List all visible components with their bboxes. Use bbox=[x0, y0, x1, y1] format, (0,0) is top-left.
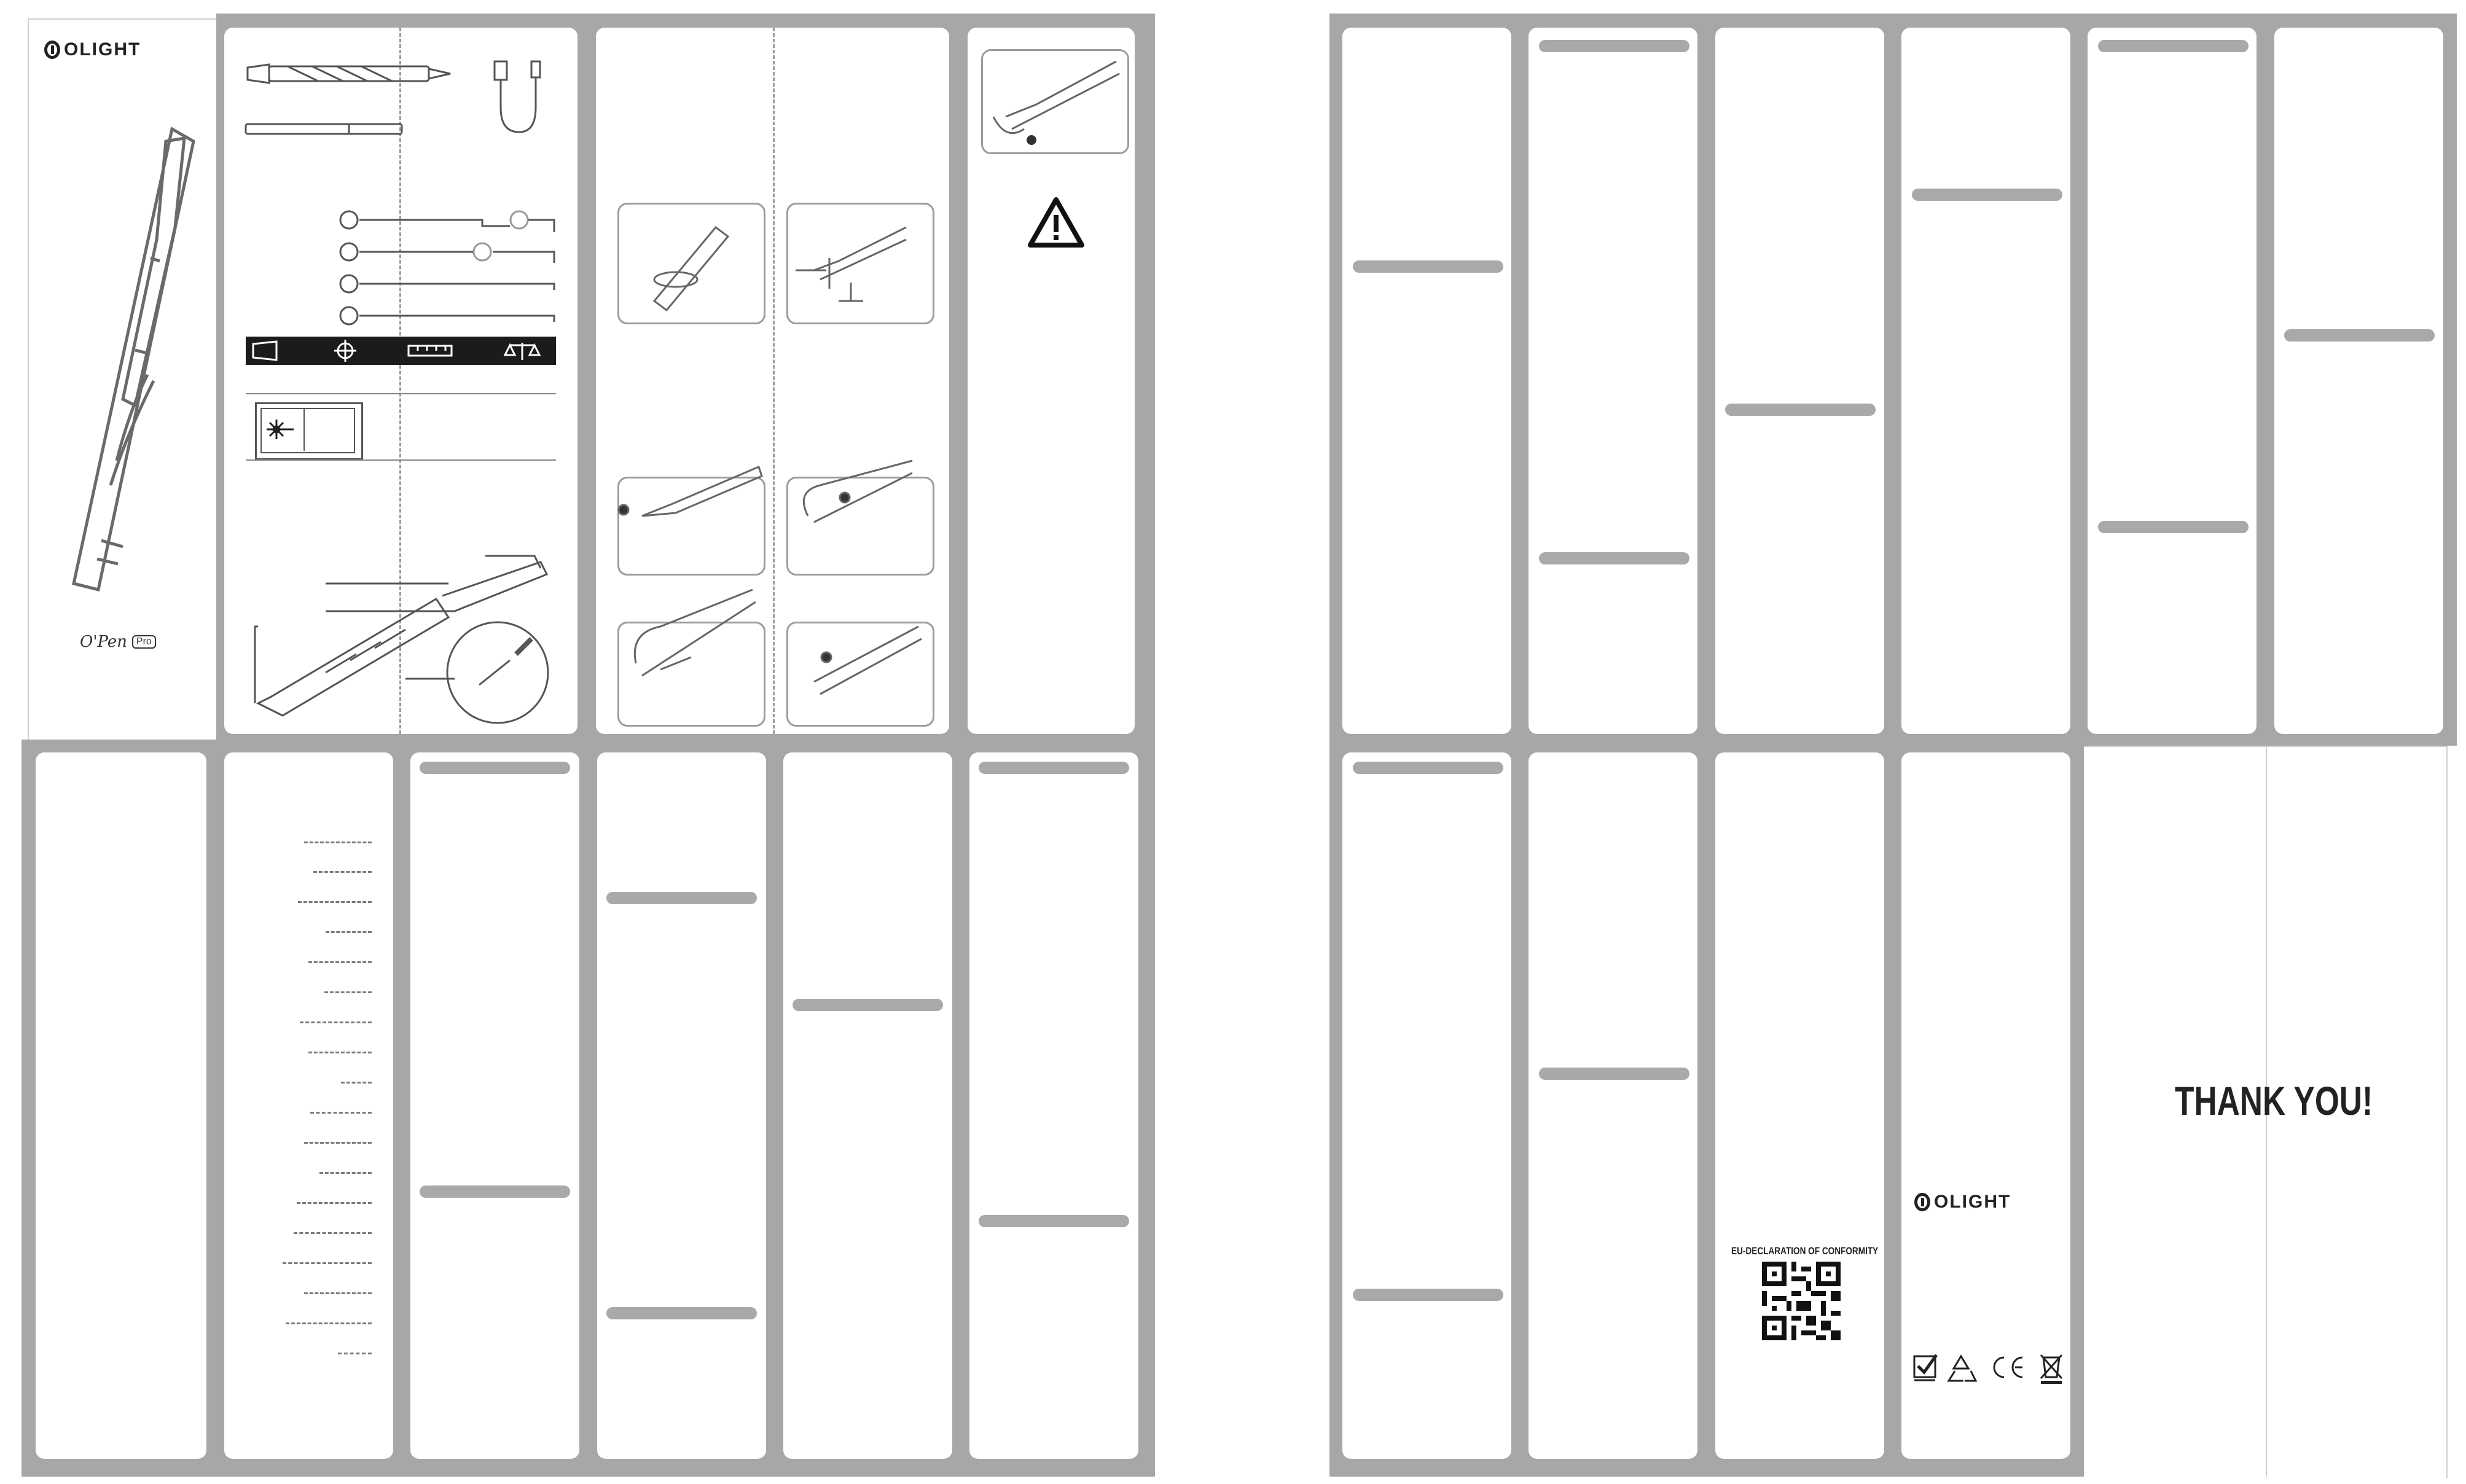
panel-right-top-4 bbox=[1901, 28, 2070, 734]
compliance-marks-icon bbox=[1912, 1350, 2065, 1384]
panel-right-bottom-2 bbox=[1529, 752, 1697, 1459]
panel-right-top-1 bbox=[1342, 28, 1511, 734]
product-badge: Pro bbox=[132, 635, 156, 649]
panel-declaration bbox=[1715, 752, 1884, 1459]
declaration-title: EU-DECLARATION OF CONFORMITY bbox=[1731, 1245, 1879, 1257]
heading-placeholder bbox=[2098, 40, 2249, 52]
brand-logo-back bbox=[1914, 1192, 2011, 1213]
product-name: O'Pen bbox=[80, 633, 127, 651]
brand-name: OLIGHT bbox=[64, 39, 141, 60]
heading-placeholder bbox=[1912, 189, 2062, 201]
panel-right-top-5 bbox=[2088, 28, 2257, 734]
heading-placeholder bbox=[2098, 521, 2249, 533]
heading-placeholder bbox=[1539, 40, 1689, 52]
panel-right-bottom-1 bbox=[1342, 752, 1511, 1459]
heading-placeholder bbox=[1353, 260, 1503, 273]
panel-right-top-2 bbox=[1529, 28, 1697, 734]
panel-right-top-3 bbox=[1715, 28, 1884, 734]
heading-placeholder bbox=[1353, 1289, 1503, 1301]
panel-right-top-6 bbox=[2274, 28, 2443, 734]
heading-placeholder bbox=[1539, 1068, 1689, 1080]
brand-name-back: OLIGHT bbox=[1934, 1192, 2011, 1212]
heading-placeholder bbox=[2284, 329, 2435, 342]
heading-placeholder bbox=[1353, 762, 1503, 774]
qr-code-icon bbox=[1762, 1262, 1841, 1340]
heading-placeholder bbox=[1539, 552, 1689, 564]
logo-mark-icon bbox=[1914, 1193, 1930, 1211]
heading-placeholder bbox=[1725, 404, 1876, 416]
thank-you-text: THANK YOU! bbox=[2175, 1078, 2373, 1123]
